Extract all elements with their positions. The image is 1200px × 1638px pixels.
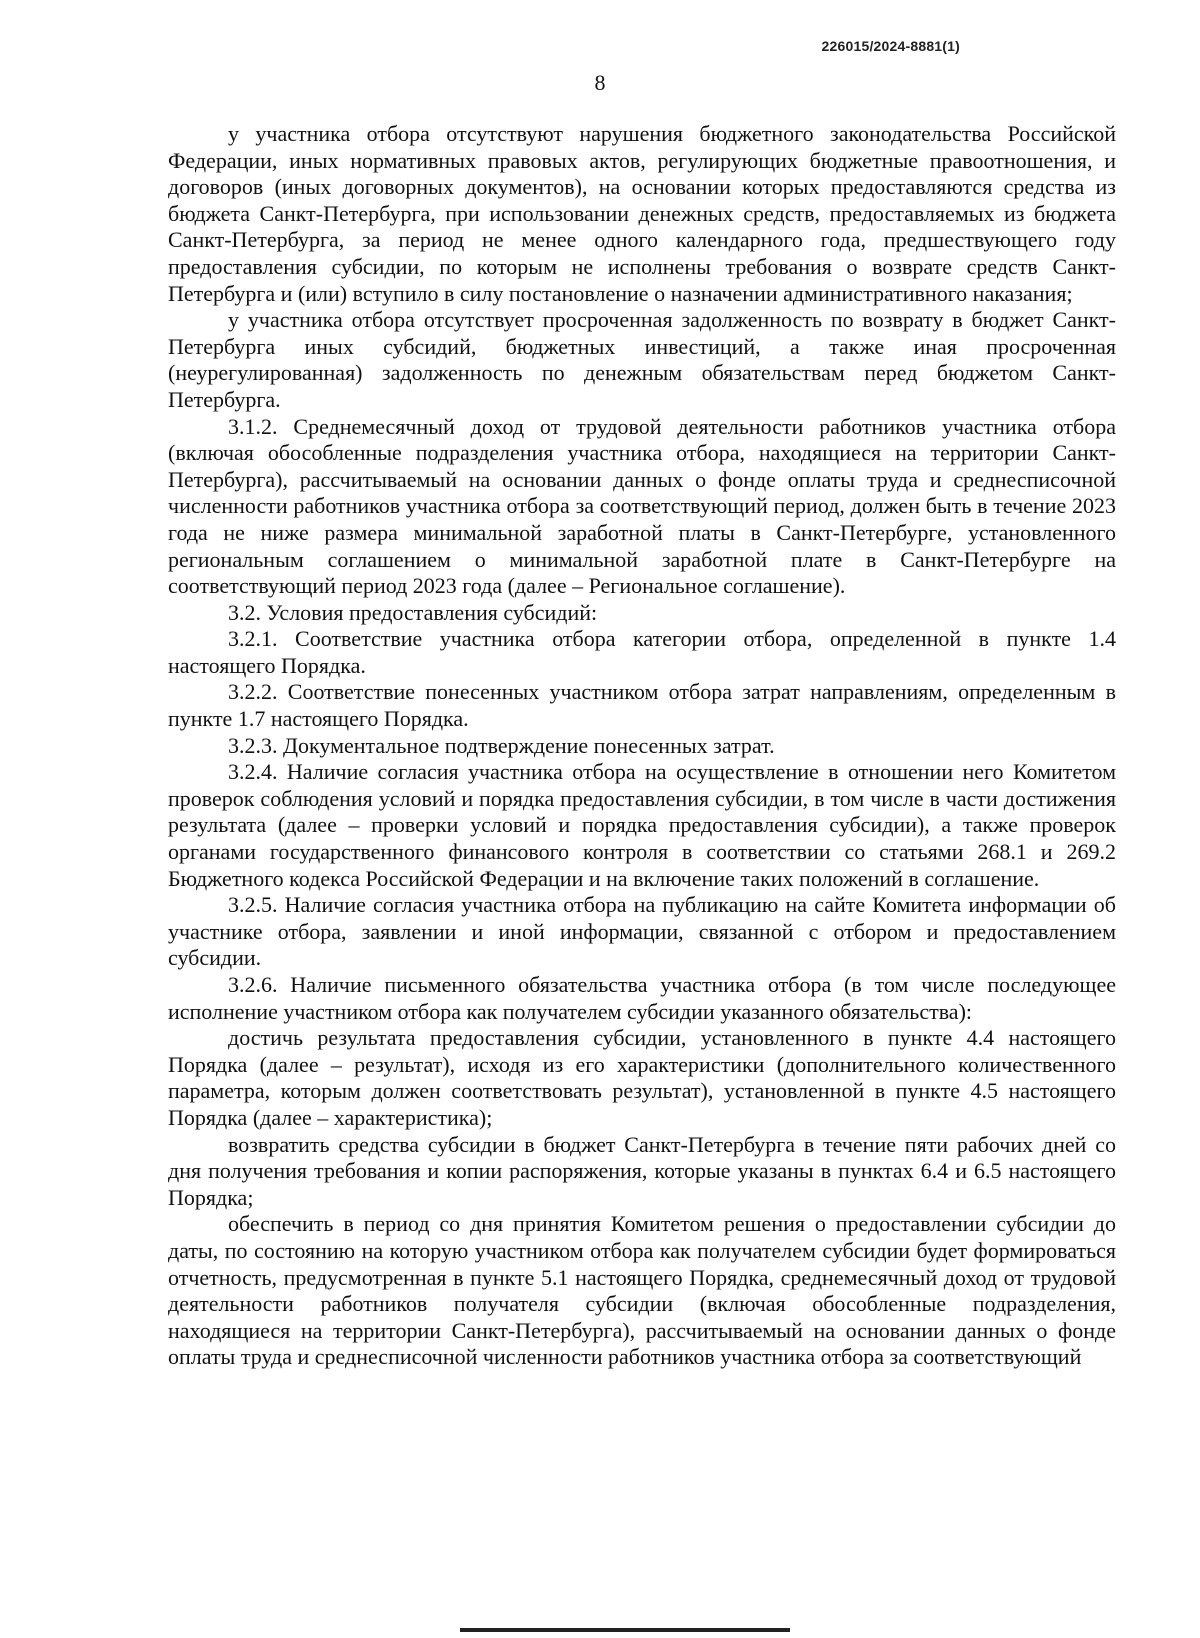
paragraph-3-2-6-written-obligation: 3.2.6. Наличие письменного обязательства участника отбора (в том числе последующее исполнение участником отбора как получателем субсидии указанного обязательства): — [168, 972, 1116, 1024]
bottom-edge-line — [460, 1628, 790, 1632]
paragraph-3-2-4-inspection-consent: 3.2.4. Наличие согласия участника отбора на осуществление в отношении него Комитетом проверок соблюдения условий и порядка предоставления субсидии, в том числе в части достижения результата (далее – проверки условий и порядка предоставления субсидии), а также проверок органами государственного финансового контроля в соответствии со статьями 268.1 и 269.2 Бюджетного кодекса Российской Федерации и на включение таких положений в соглашение. — [168, 759, 1116, 891]
document-registration-number: 226015/2024-8881(1) — [821, 38, 960, 54]
page-number: 8 — [594, 70, 606, 95]
paragraph-3-2-2-costs-directions: 3.2.2. Соответствие понесенных участником отбора затрат направлениям, определенным в пункте 1.7 настоящего Порядка. — [168, 679, 1116, 732]
paragraph-3-2-conditions-heading: 3.2. Условия предоставления субсидий: — [228, 599, 598, 625]
paragraph-3-2-3-cost-documentation: 3.2.3. Документальное подтверждение понесенных затрат. — [228, 732, 775, 758]
document-body — [168, 121, 1116, 1371]
paragraph-return-subsidy: возвратить средства субсидии в бюджет Санкт-Петербурга в течение пяти рабочих дней со дня получения требования и копии распоряжения, которые указаны в пунктах 6.4 и 6.5 настоящего Порядка; — [168, 1131, 1116, 1210]
paragraph-no-overdue-debt: у участника отбора отсутствует просроченная задолженность по возврату в бюджет Санкт-Петербурга иных субсидий, бюджетных инвестиций, а также иная просроченная (неурегулированная) задолженность по денежным обязательствам перед бюджетом Санкт-Петербурга. — [168, 307, 1116, 412]
paragraph-ensure-income: обеспечить в период со дня принятия Комитетом решения о предоставлении субсидии до даты, по состоянию на которую участником отбора как получателем субсидии будет формироваться отчетность, предусмотренная в пункте 5.1 настоящего Порядка, среднемесячный доход от трудовой деятельности работников получателя субсидии (включая обособленные подразделения, находящиеся на территории Санкт-Петербурга), рассчитываемый на основании данных о фонде оплаты труда и среднесписочной численности работников участника отбора за соответствующий — [168, 1211, 1116, 1370]
paragraph-3-2-5-publication-consent: 3.2.5. Наличие согласия участника отбора на публикацию на сайте Комитета информации об участнике отбора, заявлении и иной информации, связанной с отбором и предоставлением субсидии. — [168, 892, 1116, 971]
paragraph-3-2-1-category-match: 3.2.1. Соответствие участника отбора категории отбора, определенной в пункте 1.4 настоящего Порядка. — [168, 626, 1116, 678]
paragraph-no-budget-violations: у участника отбора отсутствуют нарушения бюджетного законодательства Российской Федерации, иных нормативных правовых актов, регулирующих бюджетные правоотношения, и договоров (иных договорных документов), на основании которых предоставляются средства из бюджета Санкт-Петербурга, при использовании денежных средств, предоставляемых из бюджета Санкт-Петербурга, за период не менее одного календарного года, предшествующего году предоставления субсидии, по которым не исполнены требования о возврате средств Санкт-Петербурга и (или) вступило в силу постановление о назначении административного наказания; — [168, 121, 1116, 306]
paragraph-achieve-result: достичь результата предоставления субсидии, установленного в пункте 4.4 настоящего Порядка (далее – результат), исходя из его характеристики (дополнительного количественного параметра, которым должен соответствовать результат), установленной в пункте 4.5 настоящего Порядка (далее – характеристика); — [168, 1025, 1116, 1130]
paragraph-3-1-2-average-income: 3.1.2. Среднемесячный доход от трудовой деятельности работников участника отбора (включая обособленные подразделения участника отбора, находящиеся на территории Санкт-Петербурга), рассчитываемый на основании данных о фонде оплаты труда и среднесписочной численности работников участника отбора за соответствующий период, должен быть в течение 2023 года не ниже размера минимальной заработной платы в Санкт-Петербурге, установленного региональным соглашением о минимальной заработной плате в Санкт-Петербурге на соответствующий период 2023 года (далее – Региональное соглашение). — [168, 413, 1116, 599]
